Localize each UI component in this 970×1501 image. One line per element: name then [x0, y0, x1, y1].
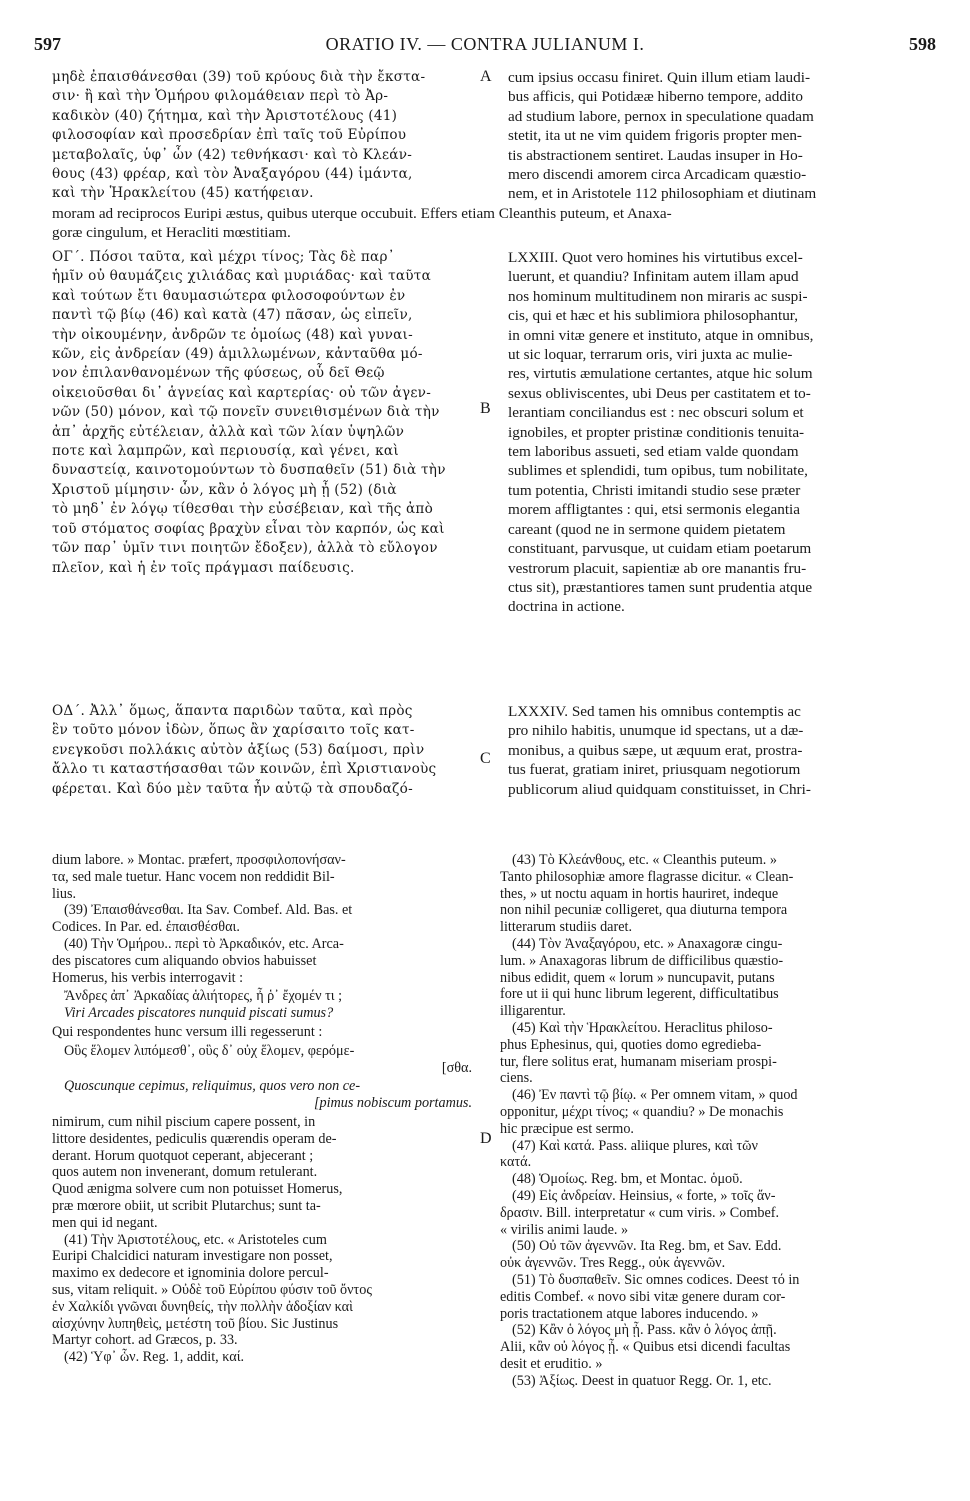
text-line: luerunt, et quandiu? Infinitam autem illam apud	[508, 268, 799, 286]
footnote-line: illigarentur.	[500, 1003, 566, 1020]
text-line: ἄλλο τι καταστήσασθαι τῶν κοινῶν, ἐπὶ Χριστιανοὺς	[52, 761, 437, 778]
footnote-line: αἰσχύνην λυπηθεὶς, μετέστη τοῦ βίου. Sic Justinus	[52, 1315, 339, 1332]
text-line: πλεῖον, καὶ ἡ ἐν τοῖς πράγμασι παίδευσις.	[52, 559, 355, 576]
footnote-line: [σθα.	[441, 1059, 472, 1076]
footnote-line: non nihil pecuniæ colligeret, qua diuturna tempora	[500, 902, 788, 919]
latin-text-paragraph-73	[508, 248, 938, 617]
footnote-line: (53) Ἀξίως. Deest in quatuor Regg. Or. 1, etc.	[512, 1372, 772, 1389]
footnote-line: Tanto philosophiæ amore flagrasse dicitur. « Clean-	[500, 868, 794, 885]
text-line: pro nihilo habitis, unumque id spectans, ut a dæ-	[508, 722, 804, 740]
footnote-line: men qui id negant.	[52, 1214, 158, 1231]
footnote-line: maximo ex dedecore et ignominia dolore percul-	[52, 1265, 329, 1282]
text-line: φιλοσοφίαν καὶ προσεδρίαν ἐπὶ ταῖς τοῦ Εὐρίπου	[52, 127, 407, 144]
text-line: morem affligtantes : qui, etsi sermonis elegantia	[508, 501, 801, 519]
footnote-line: (45) Καὶ τὴν Ἡρακλείτου. Heraclitus philoso-	[512, 1019, 773, 1036]
footnotes-left	[52, 852, 472, 1366]
text-line: τὸ μηδ᾽ ἐν λόγῳ τίθεσθαι τὴν εὐσέβειαν, καὶ τῆς ἀπὸ	[52, 501, 434, 518]
text-line: ἀπ᾽ ἀρχῆς εὐτέλειαν, ἀλλὰ καὶ τῶν λίαν ὑψηλῶν	[52, 423, 405, 440]
text-line: nos hominum multitudinem non miraris ac suspi-	[508, 287, 808, 305]
footnote-line: [pimus nobiscum portamus.	[313, 1095, 472, 1112]
text-line: φέρεται. Καὶ δύο μὲν ταῦτα ἦν αὐτῷ τὰ σπουδαζό-	[52, 780, 413, 797]
footnote-line: lius.	[52, 885, 77, 902]
text-line: τῶν παρ᾽ ὑμῖν τινι ποιητῶν ἔδοξεν), ἀλλὰ τὸ εὔλογον	[52, 540, 438, 557]
text-line: cum ipsius occasu finiret. Quin illum etiam laudi-	[508, 69, 810, 86]
footnote-line: derant. Horum quotquot ceperant, abjecerant ;	[52, 1147, 314, 1164]
footnote-line: quos autem non invenerant, domum retulerant.	[52, 1164, 318, 1181]
footnote-line: (44) Τὸν Ἀναξαγόρου, etc. » Anaxagoræ cingu-	[512, 935, 783, 952]
text-line: ΟΓ΄. Πόσοι ταῦτα, καὶ μέχρι τίνος; Τὰς δὲ παρ᾽	[52, 249, 395, 265]
footnote-line: ciens.	[500, 1070, 533, 1087]
footnote-line: (40) Τὴν Ὁμήρου.. περὶ τὸ Ἀρκαδικόν, etc. Arca-	[64, 935, 344, 952]
text-line: tus fuerat, gratiam iniret, priusquam negotiorum	[508, 761, 801, 779]
footnote-line: (50) Οὐ τῶν ἀγεννῶν. Ita Reg. bm, et Sav. Edd.	[512, 1238, 782, 1255]
latin-text-top	[508, 68, 938, 204]
page-number-left: 597	[34, 34, 61, 54]
footnote-line: Οὓς ἕλομεν λιπόμεσθ᾽, οὓς δ᾽ οὐχ ἕλομεν, φερόμε-	[64, 1042, 355, 1059]
text-line: Χριστοῦ μίμησιν· ὧν, κἂν ὁ λόγος μὴ ᾖ (52) (διὰ	[52, 481, 397, 498]
text-line: tis abstractionem sentiret. Laudas insuper in Ho-	[508, 146, 803, 164]
footnote-line: Qui respondentes hunc versum illi regesserunt :	[52, 1023, 323, 1040]
footnote-line: (48) Ὁμοίως. Reg. bm, et Montac. ὁμοῦ.	[512, 1171, 743, 1188]
text-line: ἡμῖν οὐ θαυμάζεις χιλιάδας καὶ μυριάδας· καὶ ταῦτα	[52, 268, 432, 285]
text-line: mero discendi amorem circa Arcadicam quæstio-	[508, 166, 807, 184]
footnote-line: Homerus, his verbis interrogavit :	[52, 969, 244, 986]
text-line: θους (43) φρέαρ, καὶ τὸν Ἀναξαγόρου (44) ἱμάντα,	[52, 166, 413, 183]
footnote-line: nimirum, cum nihil piscium capere possent, in	[52, 1113, 316, 1130]
text-line: νῶν (50) μόνον, καὶ τῷ πονεῖν συνειθισμένων διὰ τὴν	[52, 404, 440, 421]
text-line: constituant, parvusque, ut cuidam etiam poetarum	[508, 540, 812, 558]
text-line: οἰκειοῦσθαι δι᾽ ἁγνείας καὶ καρτερίας· οὐ τῶν ἀγεν-	[52, 384, 432, 401]
text-line: παντὶ τῷ βίῳ (46) καὶ κατὰ (47) πᾶσαν, ὡς εἰπεῖν,	[52, 307, 413, 324]
footnote-line: poris tractationem atque labores inducendo. »	[500, 1305, 759, 1322]
text-line: tem laboribus assueti, sed etiam valde quondam	[508, 443, 799, 461]
text-line: stetit, ita ut ne vim quidem frigoris propter men-	[508, 127, 802, 145]
running-title: ORATIO IV. — CONTRA JULIANUM I.	[325, 34, 645, 54]
footnote-line: sus, vitam reliquit. » Οὐδὲ τοῦ Εὐρίπου φύσιν τοῦ ὄντος	[52, 1281, 372, 1298]
text-line: sexus obliviscentes, ubi Deus per castitatem et to-	[508, 384, 811, 402]
text-line: moram ad reciprocos Euripi æstus, quibus uterque occubuit. Effers etiam Cleanthis puteum, et Anaxa-	[52, 205, 672, 222]
text-line: δυναστείᾳ, καινοτομούντων τὸ δυσπαθεῖν (51) διὰ τὴν	[52, 462, 446, 479]
footnote-line: Alii, κἂν οὐ λόγος ᾖ. « Quibus etsi dicendi facultas	[500, 1339, 791, 1356]
section-marker-d: D	[480, 1130, 492, 1147]
text-line: σιν· ἢ καὶ τὴν Ὁμήρου φιλομάθειαν περὶ τὸ Ἀρ-	[52, 88, 389, 105]
footnote-line: Codices. In Par. ed. ἐπαισθέσθαι.	[52, 919, 240, 936]
text-line: νον ἐπιλανθανομένων τῆς φύσεως, οὗ δεῖ Θεῷ	[52, 365, 385, 382]
text-line: goræ cingulum, et Heracliti mœstitiam.	[52, 224, 291, 242]
text-line: bus afficis, qui Potidææ hiberno tempore, addito	[508, 88, 803, 106]
footnote-line: Quod ænigma solvere cum non potuisset Homerus,	[52, 1181, 343, 1198]
latin-text-paragraph-74	[508, 702, 938, 799]
text-line: ἓν τοῦτο μόνον ἰδὼν, ὅπως ἂν χαρίσαιτο τοῖς κατ-	[52, 722, 415, 739]
footnote-line: tur, flere solitus erat, humanam miseriam prospi-	[500, 1053, 777, 1070]
text-line: ignobiles, et propter pristinæ conditionis tenuita-	[508, 423, 805, 441]
text-line: καὶ τούτων ἔτι θαυμασιώτερα φιλοσοφούντων ἐν	[52, 287, 406, 304]
greek-text-top	[52, 68, 487, 204]
text-line: doctrina in actione.	[508, 598, 625, 616]
text-line: καὶ τὴν Ἡρακλείτου (45) κατήφειαν.	[52, 185, 314, 202]
footnote-line: nibus edidit, quem « lorum » nuncupavit, putans	[500, 969, 775, 986]
text-line: τὴν οἰκουμένην, ἀνδρῶν τε ὁμοίως (48) καὶ γυναι-	[52, 326, 413, 343]
footnote-line: τα, sed male tuetur. Hanc vocem non reddidit Bil-	[52, 868, 335, 885]
footnote-line: thes, » ut noctu aquam in hortis hauriret, indeque	[500, 885, 779, 902]
text-line: μηδὲ ἐπαισθάνεσθαι (39) τοῦ κρύους διὰ τὴν ἔκστα-	[52, 69, 426, 85]
text-line: καδικὸν (40) ζήτημα, καὶ τὴν Ἀριστοτέλους (41)	[52, 107, 398, 124]
footnote-line: dium labore. » Montac. præfert, προσφιλοπονήσαν-	[52, 852, 346, 868]
text-line: lerantiam conciliandus est : nec obscuri solum et	[508, 404, 804, 422]
footnotes-right	[500, 852, 938, 1390]
footnote-line: « virilis animi laude. »	[500, 1221, 629, 1238]
footnote-line: δρασιν. Bill. interpretatur « cum viris. » Combef.	[500, 1204, 780, 1221]
text-line: ποτε καὶ λαμπρῶν, καὶ περιουσίᾳ, καὶ γένει, καὶ	[52, 443, 399, 460]
footnote-line: lum. » Anaxagoras librum de difficilibus quæstio-	[500, 952, 784, 969]
footnote-line: opponitur, μέχρι τίνος; « quandiu? » De monachis	[500, 1103, 784, 1120]
footnote-line: Quoscunque cepimus, reliquimus, quos vero non ce-	[64, 1078, 361, 1095]
footnote-line: littore desidentes, pediculis quærendis operam de-	[52, 1130, 337, 1147]
footnote-line: des piscatores cum aliquando obvios habuisset	[52, 952, 317, 969]
latin-continuation	[52, 204, 942, 243]
text-line: in omni vitæ genere et instituto, atque in omnibus,	[508, 326, 814, 344]
footnote-line: editis Combef. « novo sibi vitæ genere duram cor-	[500, 1288, 786, 1305]
footnote-line: præ mœrore obiit, ut scribit Plutarchus; sunt ta-	[52, 1197, 321, 1214]
text-line: ut sic loquar, terrarum oris, viri juxta ac mulie-	[508, 346, 793, 364]
footnote-line: Martyr cohort. ad Græcos, p. 33.	[52, 1332, 238, 1349]
footnote-line: fore ut ii qui hunc librum legerent, difficultatibus	[500, 986, 779, 1003]
text-line: tum potentia, Christi imitandi studio sese præter	[508, 481, 801, 499]
text-line: cis, qui et hæc et his sublimiora philosophantur,	[508, 307, 799, 325]
footnote-line: (49) Εἰς ἀνδρείαν. Heinsius, « forte, » τοῖς ἄν-	[512, 1187, 776, 1204]
text-line: monibus, a quibus sæpe, ut æquum erat, prostra-	[508, 741, 803, 759]
footnote-line: (47) Καὶ κατά. Pass. aliique plures, καὶ τῶν	[512, 1137, 758, 1154]
text-line: τοῦ στόματος σοφίας βραχὺν εἶναι τὸν καρπόν, ὡς καὶ	[52, 520, 445, 537]
text-line: ενεγκοῦσι πολλάκις αὐτὸν ἀξίως (53) δαίμοσι, πρὶν	[52, 741, 425, 758]
text-line: LXXIII. Quot vero homines his virtutibus excel-	[508, 249, 803, 266]
text-line: LXXXIV. Sed tamen his omnibus contemptis ac	[508, 703, 801, 720]
section-marker-b: B	[480, 400, 491, 417]
text-line: ad studium labore, pernox in speculatione quadam	[508, 107, 814, 125]
text-line: publicorum aliud quidquam constituisset, in Chri-	[508, 780, 811, 798]
footnote-line: hic præcipue est sermo.	[500, 1120, 634, 1137]
text-line: ctus sit), præstantiores tamen sunt prudentia atque	[508, 578, 813, 596]
footnote-line: phus Ephesinus, qui, quoties domo egrediebа-	[500, 1036, 762, 1053]
section-marker-c: C	[480, 750, 491, 767]
footnote-line: Euripi Chalcidici naturam investigare non posset,	[52, 1248, 333, 1265]
footnote-line: οὐκ ἀγεννῶν. Tres Regg., οὐκ ἀγεννῶν.	[500, 1255, 726, 1272]
greek-text-paragraph-74	[52, 702, 487, 799]
footnote-line: (46) Ἐν παντὶ τῷ βίῳ. « Per omnem vitam, » quod	[512, 1087, 798, 1104]
footnote-line: Viri Arcades piscatores nunquid piscati sumus?	[64, 1005, 334, 1022]
section-marker-a: A	[480, 68, 492, 85]
text-line: careant (quod ne in sermone quidem pietatem	[508, 520, 786, 538]
footnote-line: (39) Ἐπαισθάνεσθαι. Ita Sav. Combef. Ald. Bas. et	[64, 902, 353, 919]
text-line: vestrorum placuit, sapientiæ ab ore manantis fru-	[508, 559, 807, 577]
footnote-line: ἐν Χαλκίδι γνῶναι δυνηθείς, τὴν πολλὴν ἀδοξίαν καὶ	[52, 1298, 353, 1315]
footnote-line: litterarum studiis daret.	[500, 919, 632, 936]
greek-text-paragraph-73	[52, 248, 487, 578]
text-line: κῶν, εἰς ἀνδρείαν (49) ἁμιλλωμένων, κἀνταῦθα μό-	[52, 346, 423, 363]
footnote-line: (41) Τὴν Ἀριστοτέλους, etc. « Aristoteles cum	[64, 1231, 327, 1248]
footnote-line: desit et eruditio. »	[500, 1355, 603, 1372]
footnote-line: κατά.	[500, 1154, 532, 1171]
footnote-line: (51) Τὸ δυσπαθεῖν. Sic omnes codices. Deest τό in	[512, 1271, 800, 1288]
text-line: ΟΔ΄. Ἀλλ᾽ ὅμως, ἅπαντα παριδὼν ταῦτα, καὶ πρὸς	[52, 703, 413, 719]
text-line: μεταβολαῖς, ὑφ᾽ ὧν (42) τεθνήκασι· καὶ τὸ Κλεάν-	[52, 146, 413, 163]
footnote-line: (43) Τὸ Κλεάνθους, etc. « Cleanthis puteum. »	[512, 852, 777, 868]
running-header	[34, 34, 936, 58]
footnote-line: (42) Ὑφ᾽ ὧν. Reg. 1, addit, καί.	[64, 1349, 245, 1366]
footnote-line: (52) Κἂν ὁ λόγος μὴ ᾖ. Pass. κἂν ὁ λόγος ἀπῇ.	[512, 1322, 777, 1339]
text-line: sublimes et splendidi, tum opibus, tum nobilitate,	[508, 462, 808, 480]
text-line: nem, et in Aristotele 112 philosophiam et diutinam	[508, 185, 817, 203]
page-number-right: 598	[909, 34, 936, 54]
footnote-line: Ἄνδρες ἀπ᾽ Ἀρκαδίας ἁλιήτορες, ἦ ῥ᾽ ἔχομέν τι ;	[64, 988, 343, 1005]
text-line: res, virtutis æmulatione certantes, atque hic solum	[508, 365, 813, 383]
